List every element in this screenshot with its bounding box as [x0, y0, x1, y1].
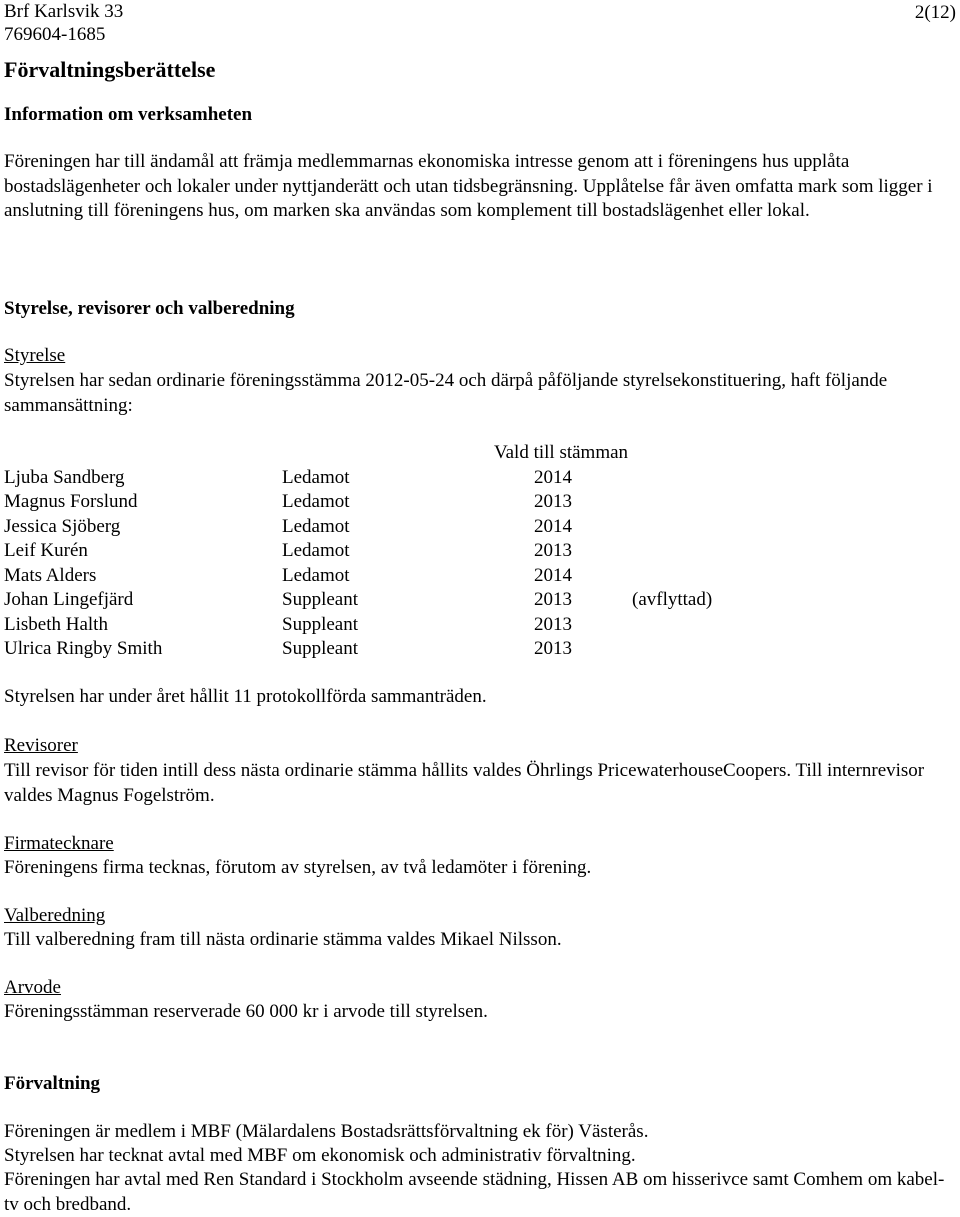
info-paragraph: Föreningen har till ändamål att främja medlemmarnas ekonomiska intresse genom att i föreningens hus upplåta bostadslägenheter och lokaler under nyttjanderätt och utan tidsbegränsning. Upplåtelse får även omfatta mark som ligger i anslutning till föreningens hus, om marken ska användas som komplement till bostadslägenhet eller lokal. — [4, 151, 933, 221]
member-year: 2013 — [534, 638, 572, 659]
member-name: Jessica Sjöberg — [4, 515, 121, 537]
member-role: Ledamot — [282, 564, 350, 586]
table-row — [4, 564, 764, 589]
member-year: 2014 — [534, 564, 572, 586]
member-role: Ledamot — [282, 515, 350, 537]
member-name: Lisbeth Halth — [4, 613, 108, 635]
member-role: Ledamot — [282, 491, 350, 512]
page-indicator: 2(12) — [914, 2, 956, 23]
member-name: Ljuba Sandberg — [4, 466, 125, 488]
table-row — [4, 490, 764, 515]
subheading-styrelse: Styrelse — [4, 345, 66, 366]
subheading-arvode: Arvode — [4, 977, 61, 998]
management-line-3: Föreningen har avtal med Ren Standard i Stockholm avseende städning, Hissen AB om hisserivce samt Comhem om kabel-tv och bredband. — [4, 1169, 945, 1215]
styrelse-paragraph: Styrelsen har sedan ordinarie föreningsstämma 2012-05-24 och därpå påföljande styrelsekonstituering, haft följande sammansättning: — [4, 370, 888, 416]
member-name: Mats Alders — [4, 564, 97, 586]
member-name: Leif Kurén — [4, 540, 88, 561]
arvode-paragraph: Föreningsstämman reserverade 60 000 kr i arvode till styrelsen. — [4, 1001, 488, 1022]
member-name: Johan Lingefjärd — [4, 589, 134, 610]
revisorer-paragraph: Till revisor för tiden intill dess nästa ordinarie stämma hållits valdes Öhrlings PricewaterhouseCoopers. Till internrevisor valdes Magnus Fogelström. — [4, 760, 925, 806]
table-row — [4, 466, 764, 491]
section-heading-management: Förvaltning — [4, 1073, 101, 1094]
member-role: Suppleant — [282, 613, 358, 635]
member-year: 2014 — [534, 466, 572, 488]
board-table — [4, 441, 764, 662]
member-year: 2013 — [534, 491, 572, 512]
valberedning-paragraph: Till valberedning fram till nästa ordinarie stämma valdes Mikael Nilsson. — [4, 929, 562, 950]
document-title: Förvaltningsberättelse — [4, 57, 216, 82]
subheading-firmatecknare: Firmatecknare — [4, 833, 114, 854]
table-row — [4, 588, 764, 613]
management-line-2: Styrelsen har tecknat avtal med MBF om ekonomisk och administrativ förvaltning. — [4, 1145, 636, 1166]
firmatecknare-paragraph: Föreningens firma tecknas, förutom av styrelsen, av två ledamöter i förening. — [4, 857, 592, 878]
member-year: 2013 — [534, 613, 572, 635]
table-row — [4, 613, 764, 638]
member-note: (avflyttad) — [632, 589, 713, 610]
management-line-1: Föreningen är medlem i MBF (Mälardalens Bostadsrättsförvaltning ek för) Västerås. — [4, 1121, 649, 1142]
member-role: Ledamot — [282, 466, 350, 488]
member-role: Suppleant — [282, 638, 358, 659]
member-year: 2014 — [534, 515, 572, 537]
member-name: Magnus Forslund — [4, 491, 138, 512]
section-heading-board: Styrelse, revisorer och valberedning — [4, 298, 295, 319]
board-table-header — [4, 441, 764, 466]
table-row — [4, 637, 764, 662]
member-role: Suppleant — [282, 589, 358, 610]
header-org-number: 769604-1685 — [4, 24, 106, 45]
member-role: Ledamot — [282, 540, 350, 561]
header-org-name: Brf Karlsvik 33 — [4, 1, 124, 22]
column-header-vald: Vald till stämman — [494, 442, 629, 463]
table-row — [4, 515, 764, 540]
member-year: 2013 — [534, 589, 572, 610]
table-row — [4, 539, 764, 564]
member-name: Ulrica Ringby Smith — [4, 638, 163, 659]
subheading-revisorer: Revisorer — [4, 735, 78, 756]
subheading-valberedning: Valberedning — [4, 905, 106, 926]
section-heading-info: Information om verksamheten — [4, 104, 253, 125]
member-year: 2013 — [534, 540, 572, 561]
meetings-text: Styrelsen har under året hållit 11 protokollförda sammanträden. — [4, 686, 487, 707]
